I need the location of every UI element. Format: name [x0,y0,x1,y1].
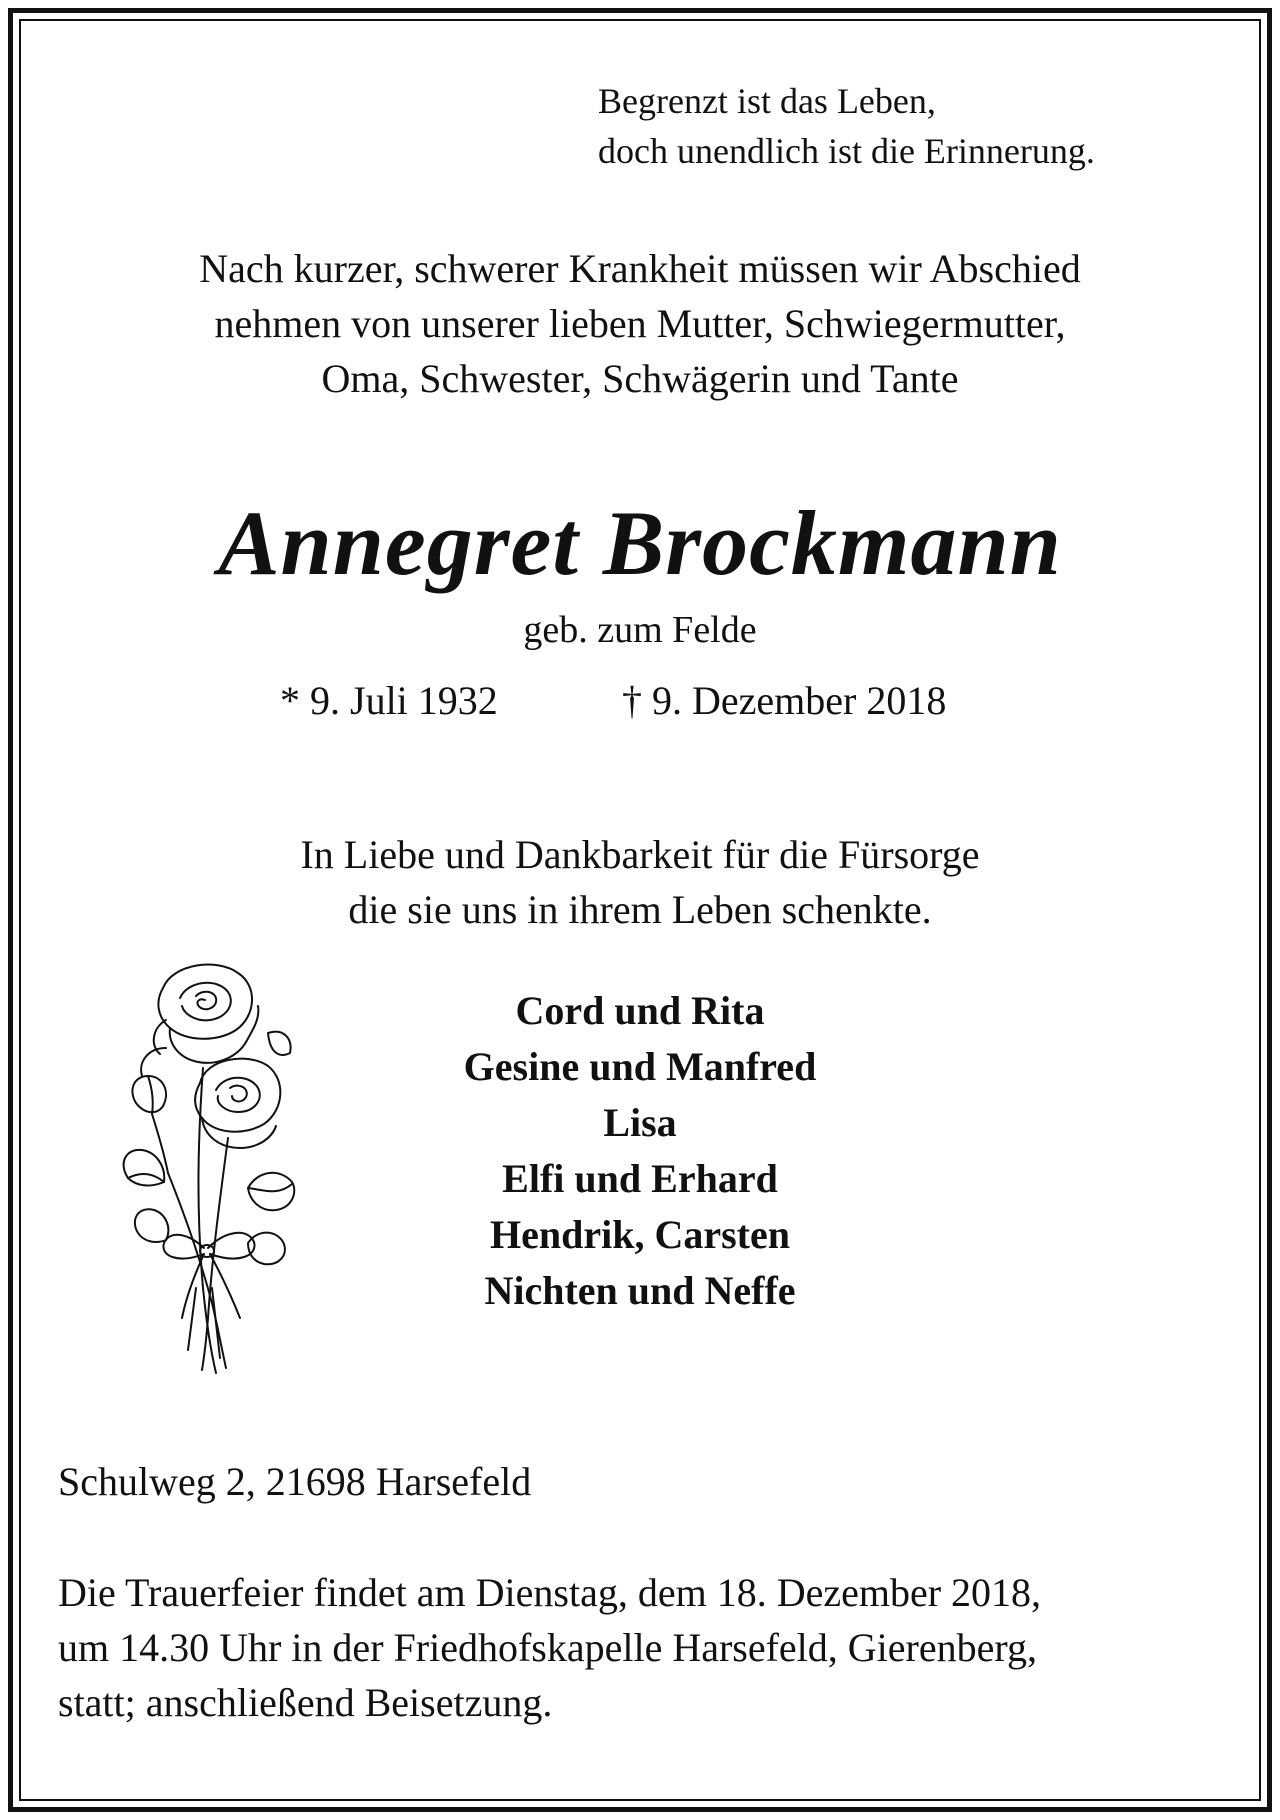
ceremony-line: um 14.30 Uhr in der Friedhofskapelle Harsefeld, Gierenberg, [58,1625,1037,1670]
thanks-text [0,827,1280,937]
mourner-entry: Lisa [603,1100,677,1145]
deceased-name: Annegret Brockmann [218,492,1062,594]
thanks-line: die sie uns in ihrem Leben schenkte. [348,887,932,932]
ceremony-line: Die Trauerfeier findet am Dienstag, dem 18. Dezember 2018, [58,1570,1042,1615]
mourners-list [380,983,900,1319]
motto [598,76,1218,176]
mourner-entry: Hendrik, Carsten [490,1212,790,1257]
intro-text [0,241,1280,406]
birth-date: * 9. Juli 1932 [280,678,498,723]
thanks-line: In Liebe und Dankbarkeit für die Fürsorge [300,832,980,877]
motto-line: Begrenzt ist das Leben, [598,81,936,121]
address: Schulweg 2, 21698 Harsefeld [58,1459,532,1504]
intro-line: nehmen von unserer lieben Mutter, Schwiegermutter, [214,301,1066,346]
maiden-name: geb. zum Felde [523,609,757,651]
motto-line: doch unendlich ist die Erinnerung. [598,131,1095,171]
ceremony-line: statt; anschließend Beisetzung. [58,1680,553,1725]
death-date: † 9. Dezember 2018 [622,678,947,723]
ceremony-info [58,1565,1238,1730]
intro-line: Nach kurzer, schwerer Krankheit müssen wir Abschied [199,246,1081,291]
mourner-entry: Nichten und Neffe [484,1268,796,1313]
mourner-entry: Gesine und Manfred [463,1044,817,1089]
mourner-entry: Elfi und Erhard [502,1156,778,1201]
roses-icon [108,958,308,1378]
mourner-entry: Cord und Rita [515,988,765,1033]
intro-line: Oma, Schwester, Schwägerin und Tante [321,356,959,401]
